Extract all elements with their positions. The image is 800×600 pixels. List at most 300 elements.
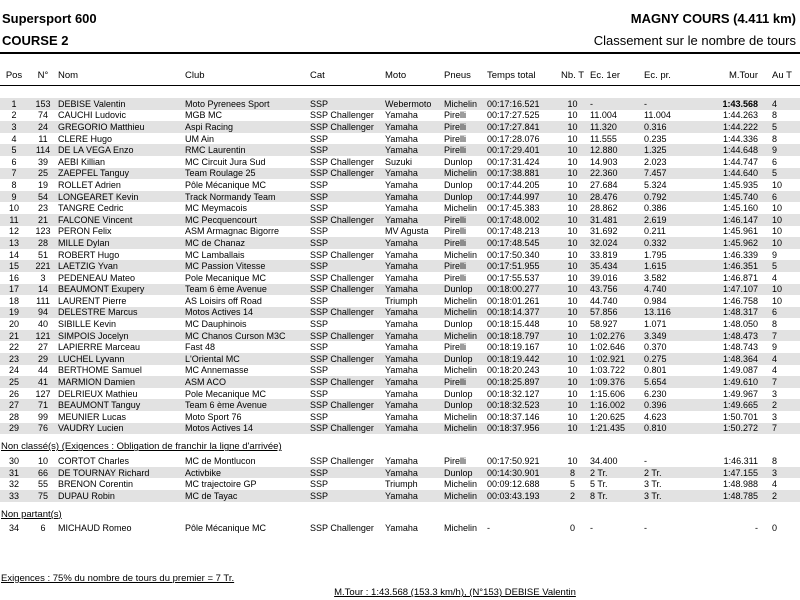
cell-pneus: Pirelli: [444, 272, 467, 283]
cell-m-tour: 1:46.758: [722, 295, 758, 306]
table-row: [0, 168, 800, 180]
cell-num: 14: [28, 284, 58, 296]
cell-cat: SSP: [310, 319, 329, 330]
cell-club: MC Chanos Curson M3C: [185, 330, 310, 342]
cell-pos: 8: [11, 179, 17, 190]
cell-ec-pr: -: [644, 456, 647, 467]
cell-pos: 10: [8, 203, 19, 214]
cell-moto: Yamaha: [385, 121, 444, 133]
cell-num: 40: [37, 319, 48, 330]
cell-m-tour: 1:45.740: [700, 191, 762, 203]
cell-m-tour: 1:48.743: [722, 342, 758, 353]
cell-m-tour: 1:43.568: [700, 98, 762, 110]
cell-nb-t: 10: [555, 98, 590, 110]
cell-ec-1er: 1:21.435: [590, 423, 644, 435]
cell-ec-1er: -: [590, 523, 593, 534]
cell-nom: LAPIERRE Marceau: [58, 342, 141, 353]
cell-pneus: Michelin: [444, 249, 478, 260]
table-row: [0, 110, 800, 122]
cell-moto: Yamaha: [385, 411, 418, 422]
table-row: [0, 353, 800, 365]
table-row: [0, 490, 800, 502]
cell-club: MC Dauphinois: [185, 319, 247, 330]
cell-nb-t: 10: [567, 388, 578, 399]
cell-au-t: 3: [772, 411, 778, 422]
cell-num: 99: [37, 411, 48, 422]
cell-temps-total: 00:18:01.261: [487, 295, 540, 306]
cell-au-t: 5: [762, 168, 800, 180]
cell-pneus: Michelin: [444, 307, 487, 319]
cell-nb-t: 8: [555, 467, 590, 479]
cell-cat: SSP Challenger: [310, 168, 385, 180]
cell-num: 24: [28, 121, 58, 133]
table-row: [0, 249, 800, 261]
cell-pos: 22: [8, 342, 19, 353]
cell-temps-total: 00:17:55.537: [487, 272, 540, 283]
cell-ec-pr: 0.396: [644, 399, 700, 411]
cell-au-t: 6: [762, 307, 800, 319]
cell-nb-t: 10: [555, 284, 590, 296]
cell-m-tour: 1:44.222: [700, 121, 762, 133]
cell-cat: SSP Challenger: [310, 249, 374, 260]
cell-nom: MEUNIER Lucas: [58, 411, 127, 422]
cell-moto: Yamaha: [385, 376, 444, 388]
cell-cat: SSP: [310, 133, 329, 144]
cell-au-t: 10: [772, 203, 783, 214]
cell-au-t: 5: [762, 121, 800, 133]
cell-temps-total: 00:09:12.688: [487, 479, 540, 490]
cell-ec-pr: 0.801: [644, 365, 667, 376]
cell-nb-t: 10: [567, 319, 578, 330]
cell-ec-1er: 1:15.606: [590, 388, 626, 399]
cell-nom: AEBI Killian: [58, 156, 106, 167]
cell-pneus: Pirelli: [444, 226, 467, 237]
cell-club: Pole Mecanique MC: [185, 388, 267, 399]
cell-club: Team 6 ème Avenue: [185, 284, 310, 296]
cell-club: MC Circuit Jura Sud: [185, 156, 266, 167]
cell-moto: Triumph: [385, 295, 418, 306]
cell-ec-1er: 11.555: [590, 133, 617, 144]
cell-club: MC Lamballais: [185, 249, 245, 260]
cell-ec-pr: 2 Tr.: [644, 467, 700, 479]
cell-m-tour: 1:47.155: [700, 467, 762, 479]
cell-pos: 26: [8, 388, 19, 399]
cell-ec-1er: 14.903: [590, 156, 618, 167]
col-header-club: Club: [185, 70, 205, 81]
cell-temps-total: 00:17:38.881: [487, 168, 555, 180]
cell-club: MC de Tayac: [185, 490, 310, 502]
cell-temps-total: 00:17:44.997: [487, 191, 555, 203]
cell-m-tour: -: [755, 523, 758, 534]
table-row: [0, 318, 800, 330]
cell-pos: 4: [11, 133, 17, 144]
cell-temps-total: 00:18:14.377: [487, 307, 555, 319]
cell-pos: 18: [8, 295, 19, 306]
cell-pos: 7: [0, 168, 28, 180]
cell-temps-total: 00:17:27.841: [487, 121, 555, 133]
cell-num: 10: [37, 456, 48, 467]
series-title: Supersport 600: [2, 11, 97, 26]
cell-club: Fast 48: [185, 342, 216, 353]
table-row: [0, 523, 800, 535]
cell-ec-pr: 0.211: [644, 226, 666, 237]
cell-pos: 32: [8, 479, 19, 490]
cell-ec-1er: 39.016: [590, 272, 618, 283]
cell-nom: BERTHOME Samuel: [58, 365, 142, 376]
cell-moto: Webermoto: [385, 98, 444, 110]
cell-club: Moto Pyrenees Sport: [185, 98, 310, 110]
cell-num: 121: [28, 330, 58, 342]
cell-au-t: 8: [772, 133, 778, 144]
cell-au-t: 4: [772, 365, 778, 376]
cell-m-tour: 1:49.665: [700, 399, 762, 411]
race-title: COURSE 2: [2, 33, 69, 48]
cell-cat: SSP Challenger: [310, 353, 385, 365]
cell-cat: SSP: [310, 237, 385, 249]
classified-rows: [0, 86, 800, 435]
cell-nom: DELESTRE Marcus: [58, 307, 185, 319]
cell-m-tour: 1:46.871: [722, 272, 758, 283]
cell-moto: Yamaha: [385, 110, 418, 121]
cell-pneus: Pirelli: [444, 376, 487, 388]
col-header-moto: Moto: [385, 70, 407, 81]
table-row: [0, 226, 800, 238]
cell-nom: CORTOT Charles: [58, 456, 130, 467]
cell-m-tour: 1:44.747: [722, 156, 758, 167]
cell-ec-1er: 11.320: [590, 121, 644, 133]
cell-au-t: 7: [762, 376, 800, 388]
col-header-ec-pr: Ec. pr.: [644, 70, 671, 81]
cell-au-t: 2: [762, 490, 800, 502]
cell-temps-total: 00:17:16.521: [487, 98, 555, 110]
cell-ec-pr: -: [644, 98, 700, 110]
circuit-title: MAGNY COURS (4.411 km): [630, 11, 796, 26]
cell-au-t: 10: [772, 226, 783, 237]
cell-cat: SSP Challenger: [310, 399, 385, 411]
cell-moto: Yamaha: [385, 179, 418, 190]
table-row: [0, 272, 800, 284]
cell-m-tour: 1:48.988: [722, 479, 758, 490]
cell-m-tour: 1:45.160: [722, 203, 758, 214]
cell-pneus: Michelin: [444, 203, 478, 214]
cell-pneus: Pirelli: [444, 342, 467, 353]
non-classe-rows: [0, 455, 800, 501]
cell-cat: SSP Challenger: [310, 284, 385, 296]
cell-pos: 12: [8, 226, 19, 237]
cell-ec-1er: 8 Tr.: [590, 490, 644, 502]
cell-club: Motos Actives 14: [185, 423, 310, 435]
cell-temps-total: 00:17:29.401: [487, 144, 555, 156]
cell-num: 74: [37, 110, 48, 121]
cell-pneus: Michelin: [444, 365, 478, 376]
cell-ec-1er: 58.927: [590, 319, 618, 330]
cell-cat: SSP: [310, 260, 385, 272]
cell-au-t: 4: [772, 479, 778, 490]
cell-cat: SSP Challenger: [310, 307, 385, 319]
cell-nb-t: 10: [567, 133, 578, 144]
cell-moto: Yamaha: [385, 456, 418, 467]
cell-au-t: 4: [772, 272, 778, 283]
cell-cat: SSP: [310, 98, 385, 110]
cell-num: 25: [28, 168, 58, 180]
best-lap-note: M.Tour : 1:43.568 (153.3 km/h), (N°153) DEBISE Valentin: [334, 587, 576, 598]
table-row: [0, 330, 800, 342]
cell-au-t: 8: [772, 319, 778, 330]
table-row: [0, 214, 800, 226]
cell-moto: Yamaha: [385, 191, 444, 203]
cell-cat: SSP Challenger: [310, 156, 374, 167]
cell-nb-t: 10: [567, 411, 578, 422]
cell-m-tour: 1:44.263: [722, 110, 758, 121]
cell-moto: Yamaha: [385, 365, 418, 376]
cell-m-tour: 1:48.050: [722, 319, 758, 330]
cell-nom: DUPAU Robin: [58, 490, 185, 502]
cell-nom: LUCHEL Lyvann: [58, 353, 185, 365]
col-header-pos: Pos: [5, 70, 23, 81]
cell-nb-t: 10: [555, 121, 590, 133]
cell-cat: SSP: [310, 295, 329, 306]
cell-num: 28: [28, 237, 58, 249]
table-row: [0, 121, 800, 133]
table-row: [0, 179, 800, 191]
cell-club: MC Pecquencourt: [185, 214, 310, 226]
cell-cat: SSP Challenger: [310, 423, 385, 435]
cell-ec-pr: 0.316: [644, 121, 700, 133]
cell-nom: ROLLET Adrien: [58, 179, 121, 190]
cell-ec-pr: 11.004: [644, 110, 671, 121]
cell-nb-t: 10: [555, 260, 590, 272]
cell-au-t: 7: [762, 423, 800, 435]
cell-nb-t: 10: [567, 156, 578, 167]
cell-pos: 27: [0, 399, 28, 411]
cell-ec-1er: 32.024: [590, 237, 644, 249]
table-row: [0, 467, 800, 479]
cell-num: 153: [28, 98, 58, 110]
cell-cat: SSP Challenger: [310, 376, 385, 388]
cell-temps-total: 00:18:20.243: [487, 365, 540, 376]
cell-au-t: 4: [762, 353, 800, 365]
cell-num: 3: [40, 272, 46, 283]
cell-pos: 24: [8, 365, 19, 376]
cell-temps-total: -: [487, 523, 490, 534]
cell-num: 11: [38, 133, 48, 144]
cell-pos: 30: [8, 456, 19, 467]
cell-temps-total: 00:18:19.442: [487, 353, 555, 365]
cell-ec-1er: 1:16.002: [590, 399, 644, 411]
cell-pos: 19: [0, 307, 28, 319]
cell-nb-t: 10: [567, 249, 578, 260]
table-row: [0, 284, 800, 296]
cell-pneus: Dunlop: [444, 388, 473, 399]
cell-num: 54: [28, 191, 58, 203]
cell-club: ASM Armagnac Bigorre: [185, 226, 280, 237]
cell-nom: CLERE Hugo: [58, 133, 113, 144]
non-partant-title: Non partant(s): [1, 508, 62, 520]
cell-num: 71: [28, 399, 58, 411]
cell-au-t: 2: [762, 399, 800, 411]
classification-subtitle: Classement sur le nombre de tours: [593, 33, 796, 48]
cell-ec-1er: 27.684: [590, 179, 618, 190]
cell-m-tour: 1:45.961: [722, 226, 758, 237]
cell-ec-pr: 13.116: [644, 307, 700, 319]
cell-ec-1er: 57.856: [590, 307, 644, 319]
cell-moto: Yamaha: [385, 144, 444, 156]
cell-ec-1er: 1:02.276: [590, 330, 644, 342]
cell-nb-t: 5: [569, 479, 575, 490]
cell-pneus: Pirelli: [444, 237, 487, 249]
cell-ec-pr: 5.324: [644, 179, 667, 190]
cell-nom: DE LA VEGA Enzo: [58, 144, 185, 156]
cell-nom: BRENON Corentin: [58, 479, 134, 490]
col-header-m-tour: M.Tour: [728, 70, 758, 81]
cell-m-tour: 1:46.339: [722, 249, 758, 260]
cell-club: UM Ain: [185, 133, 215, 144]
cell-pos: 28: [8, 411, 19, 422]
cell-nom: FALCONE Vincent: [58, 214, 185, 226]
cell-temps-total: 00:14:30.901: [487, 467, 555, 479]
cell-ec-pr: 3 Tr.: [644, 479, 662, 490]
table-row: [0, 307, 800, 319]
cell-pos: 29: [0, 423, 28, 435]
cell-temps-total: 00:18:18.797: [487, 330, 555, 342]
cell-m-tour: 1:46.311: [723, 456, 758, 467]
cell-num: 111: [36, 295, 50, 306]
header-left: [2, 8, 97, 52]
cell-nom: SIMPOIS Jocelyn: [58, 330, 185, 342]
cell-nb-t: 10: [555, 423, 590, 435]
cell-nom: DEBISE Valentin: [58, 98, 185, 110]
cell-moto: Yamaha: [385, 353, 444, 365]
cell-pneus: Michelin: [444, 98, 487, 110]
cell-cat: SSP: [310, 179, 329, 190]
cell-ec-1er: 1:20.625: [590, 411, 626, 422]
cell-cat: SSP Challenger: [310, 456, 374, 467]
cell-nb-t: 10: [567, 456, 578, 467]
cell-nom: LAETZIG Yvan: [58, 260, 185, 272]
cell-temps-total: 00:17:48.213: [487, 226, 540, 237]
cell-club: MC de Montlucon: [185, 456, 256, 467]
table-row: [0, 202, 800, 214]
cell-cat: SSP: [310, 479, 329, 490]
cell-temps-total: 00:18:19.167: [487, 342, 540, 353]
cell-pos: 14: [8, 249, 19, 260]
cell-pneus: Pirelli: [444, 144, 487, 156]
cell-nom: DE TOURNAY Richard: [58, 467, 185, 479]
cell-nb-t: 10: [555, 144, 590, 156]
cell-pneus: Dunlop: [444, 319, 473, 330]
cell-pneus: Michelin: [444, 523, 478, 534]
cell-ec-pr: 0.235: [644, 133, 667, 144]
cell-au-t: 3: [762, 467, 800, 479]
cell-pneus: Michelin: [444, 168, 487, 180]
cell-cat: SSP: [310, 365, 329, 376]
cell-pos: 9: [0, 191, 28, 203]
cell-club: RMC Laurentin: [185, 144, 310, 156]
cell-temps-total: 00:17:48.002: [487, 214, 555, 226]
table-row: [0, 295, 800, 307]
cell-pneus: Pirelli: [444, 110, 467, 121]
cell-ec-pr: 2.023: [644, 156, 667, 167]
cell-cat: SSP Challenger: [310, 110, 374, 121]
cell-moto: Yamaha: [385, 168, 444, 180]
cell-ec-pr: 1.071: [644, 319, 667, 330]
cell-club: Track Normandy Team: [185, 191, 310, 203]
cell-ec-pr: 6.230: [644, 388, 667, 399]
cell-nb-t: 10: [555, 168, 590, 180]
cell-temps-total: 00:17:45.383: [487, 203, 540, 214]
cell-num: 75: [28, 490, 58, 502]
cell-pos: 17: [0, 284, 28, 296]
cell-cat: SSP: [310, 203, 329, 214]
cell-nb-t: 10: [555, 191, 590, 203]
cell-pneus: Dunlop: [444, 156, 473, 167]
page-footer: [0, 573, 800, 598]
cell-pneus: Dunlop: [444, 353, 487, 365]
cell-pneus: Pirelli: [444, 456, 467, 467]
cell-moto: Yamaha: [385, 467, 444, 479]
cell-nom: BEAUMONT Exupery: [58, 284, 185, 296]
cell-ec-pr: 1.795: [644, 249, 667, 260]
cell-au-t: 5: [762, 260, 800, 272]
cell-ec-1er: 31.692: [590, 226, 618, 237]
cell-club: MC Meymacois: [185, 203, 248, 214]
cell-au-t: 9: [762, 144, 800, 156]
cell-ec-pr: 0.984: [644, 295, 667, 306]
cell-ec-pr: 7.457: [644, 168, 700, 180]
cell-ec-pr: 0.275: [644, 353, 700, 365]
cell-num: 19: [37, 179, 48, 190]
cell-num: 23: [37, 203, 48, 214]
cell-num: 55: [37, 479, 48, 490]
cell-num: 21: [28, 214, 58, 226]
cell-nom: DELRIEUX Mathieu: [58, 388, 138, 399]
cell-moto: Yamaha: [385, 272, 418, 283]
cell-temps-total: 00:17:44.205: [487, 179, 540, 190]
table-row: [0, 237, 800, 249]
cell-m-tour: 1:47.107: [700, 284, 762, 296]
cell-nom: LONGEARET Kevin: [58, 191, 185, 203]
cell-pneus: Michelin: [444, 490, 487, 502]
cell-au-t: 8: [772, 110, 778, 121]
cell-pos: 1: [0, 98, 28, 110]
cell-cat: SSP: [310, 144, 385, 156]
cell-pneus: Pirelli: [444, 121, 487, 133]
cell-pneus: Pirelli: [444, 260, 487, 272]
cell-club: MC trajectoire GP: [185, 479, 257, 490]
cell-pneus: Dunlop: [444, 191, 487, 203]
cell-moto: Triumph: [385, 479, 418, 490]
cell-ec-1er: 28.476: [590, 191, 644, 203]
cell-club: Moto Sport 76: [185, 411, 242, 422]
cell-pos: 33: [0, 490, 28, 502]
cell-ec-1er: 34.400: [590, 456, 618, 467]
cell-pneus: Michelin: [444, 330, 487, 342]
cell-ec-1er: 28.862: [590, 203, 618, 214]
cell-nom: TANGRE Cedric: [58, 203, 124, 214]
cell-moto: Yamaha: [385, 523, 418, 534]
cell-m-tour: 1:50.701: [722, 411, 758, 422]
table-row: [0, 133, 800, 145]
cell-num: 6: [40, 523, 46, 534]
cell-au-t: 9: [772, 249, 778, 260]
cell-au-t: 10: [762, 237, 800, 249]
cell-nb-t: 10: [555, 399, 590, 411]
cell-m-tour: 1:46.351: [700, 260, 762, 272]
non-partant-rows: [0, 523, 800, 535]
cell-temps-total: 00:18:00.277: [487, 284, 555, 296]
cell-m-tour: 1:48.473: [700, 330, 762, 342]
cell-ec-pr: 3.582: [644, 272, 667, 283]
